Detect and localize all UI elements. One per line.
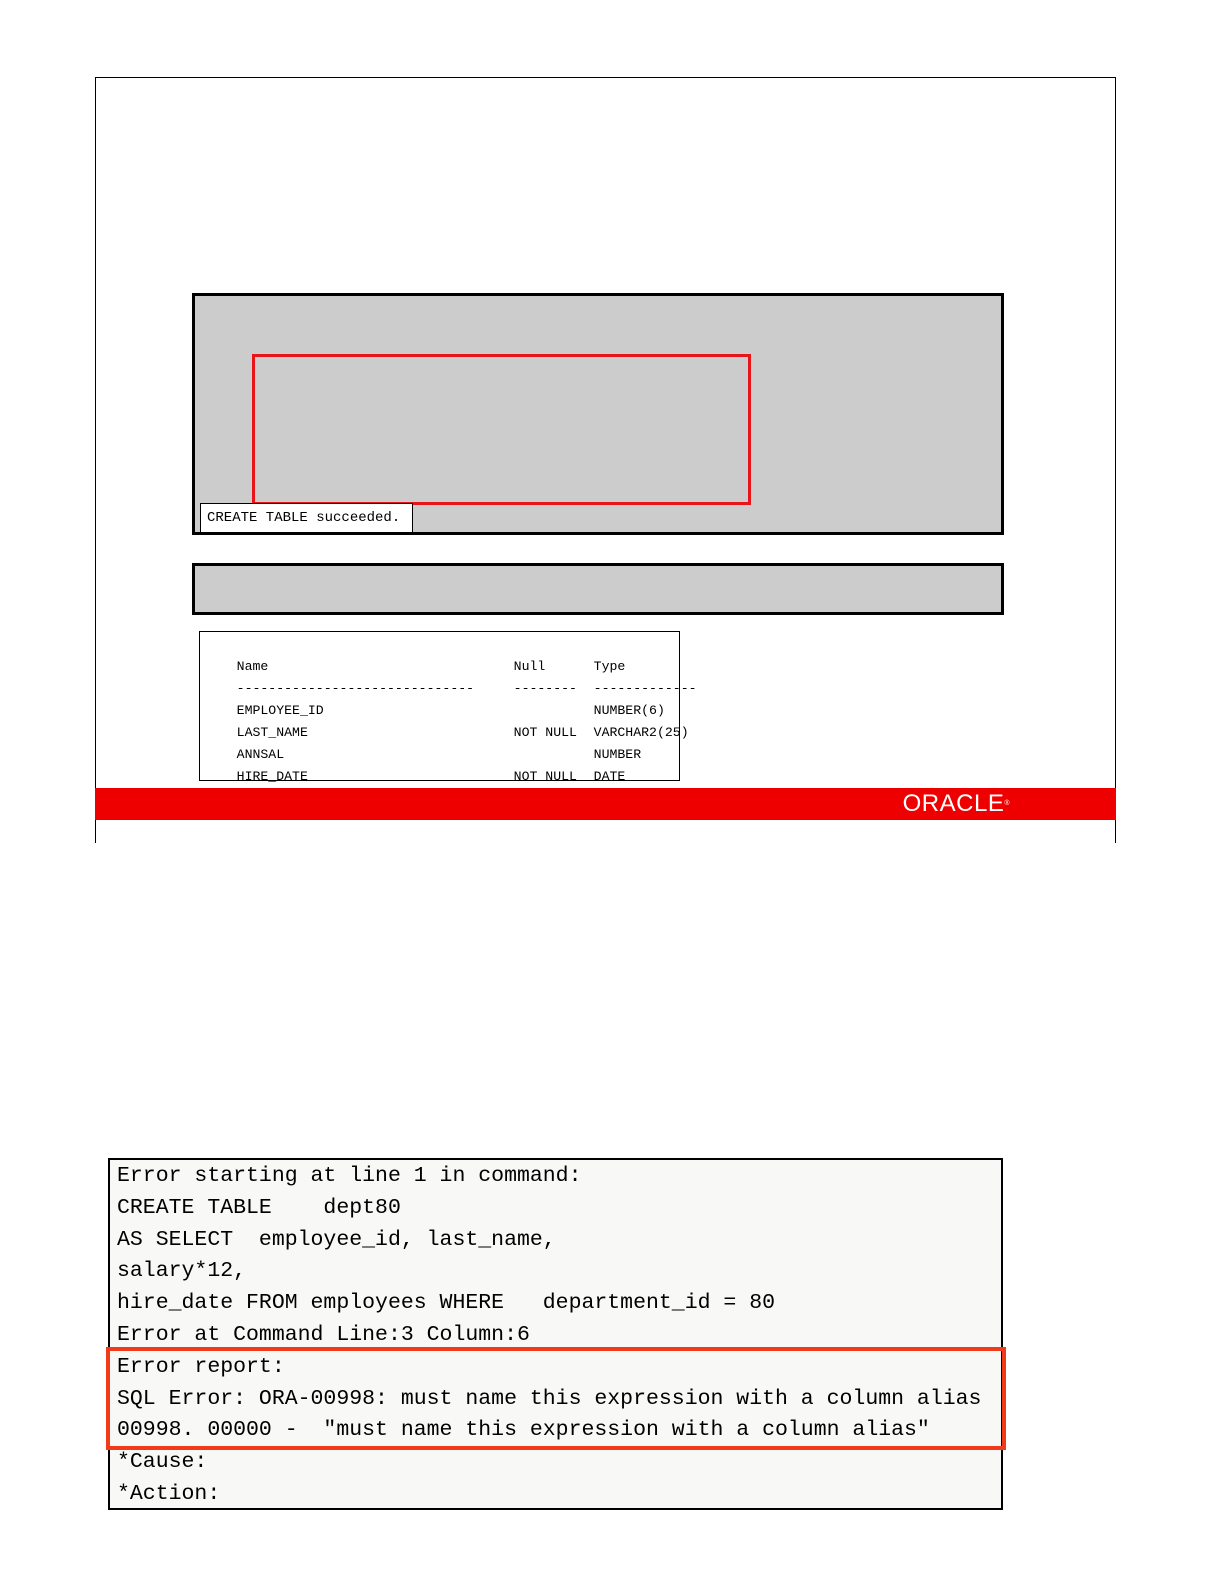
separator-name: ------------------------------ [236, 681, 475, 696]
cell-name: LAST_NAME [236, 725, 308, 740]
separator-type: ------------- [593, 681, 697, 696]
highlight-frame [252, 354, 751, 505]
error-output-panel [108, 1158, 1003, 1510]
describe-command-panel [192, 563, 1004, 615]
create-status-label: CREATE TABLE succeeded. [200, 503, 413, 533]
cell-null: NOT NULL [513, 725, 577, 740]
error-report-highlight [106, 1347, 1006, 1450]
cell-name: HIRE_DATE [236, 769, 308, 784]
error-line: *Action: [117, 1481, 221, 1506]
header-type: Type [593, 659, 626, 674]
cell-name: ANNSAL [236, 747, 285, 762]
oracle-logo [903, 791, 1010, 817]
cell-type: NUMBER(6) [593, 703, 665, 718]
error-line: 00998. 00000 - "must name this expression with a column alias" [117, 1418, 930, 1443]
cell-type: NUMBER [593, 747, 642, 762]
sql-code-panel [192, 293, 1004, 535]
header-name: Name [236, 659, 269, 674]
header-null: Null [513, 659, 546, 674]
cell-name: EMPLOYEE_ID [236, 703, 324, 718]
footer-bar [95, 788, 1116, 820]
cell-type: DATE [593, 769, 626, 784]
separator-null: -------- [513, 681, 577, 696]
error-line: Error report: [117, 1354, 285, 1379]
error-line: hire_date FROM employees WHERE department_id = 80 [117, 1291, 776, 1316]
error-line: *Cause: [117, 1450, 208, 1475]
cell-type: VARCHAR2(25) [593, 725, 689, 740]
error-line: salary*12, [117, 1259, 247, 1284]
logo-text: ORACLE [902, 790, 1005, 817]
error-line: Error starting at line 1 in command: [117, 1164, 582, 1188]
error-line: SQL Error: ORA-00998: must name this expression with a column alias [117, 1386, 982, 1411]
error-line: AS SELECT employee_id, last_name, [117, 1227, 556, 1252]
table-header-row [205, 634, 679, 674]
cell-null: NOT NULL [513, 769, 577, 784]
error-line: CREATE TABLE dept80 [117, 1195, 401, 1220]
describe-output-table [199, 631, 697, 784]
error-line: Error at Command Line:3 Column:6 [117, 1322, 530, 1347]
registered-mark-icon: ® [1004, 800, 1010, 807]
